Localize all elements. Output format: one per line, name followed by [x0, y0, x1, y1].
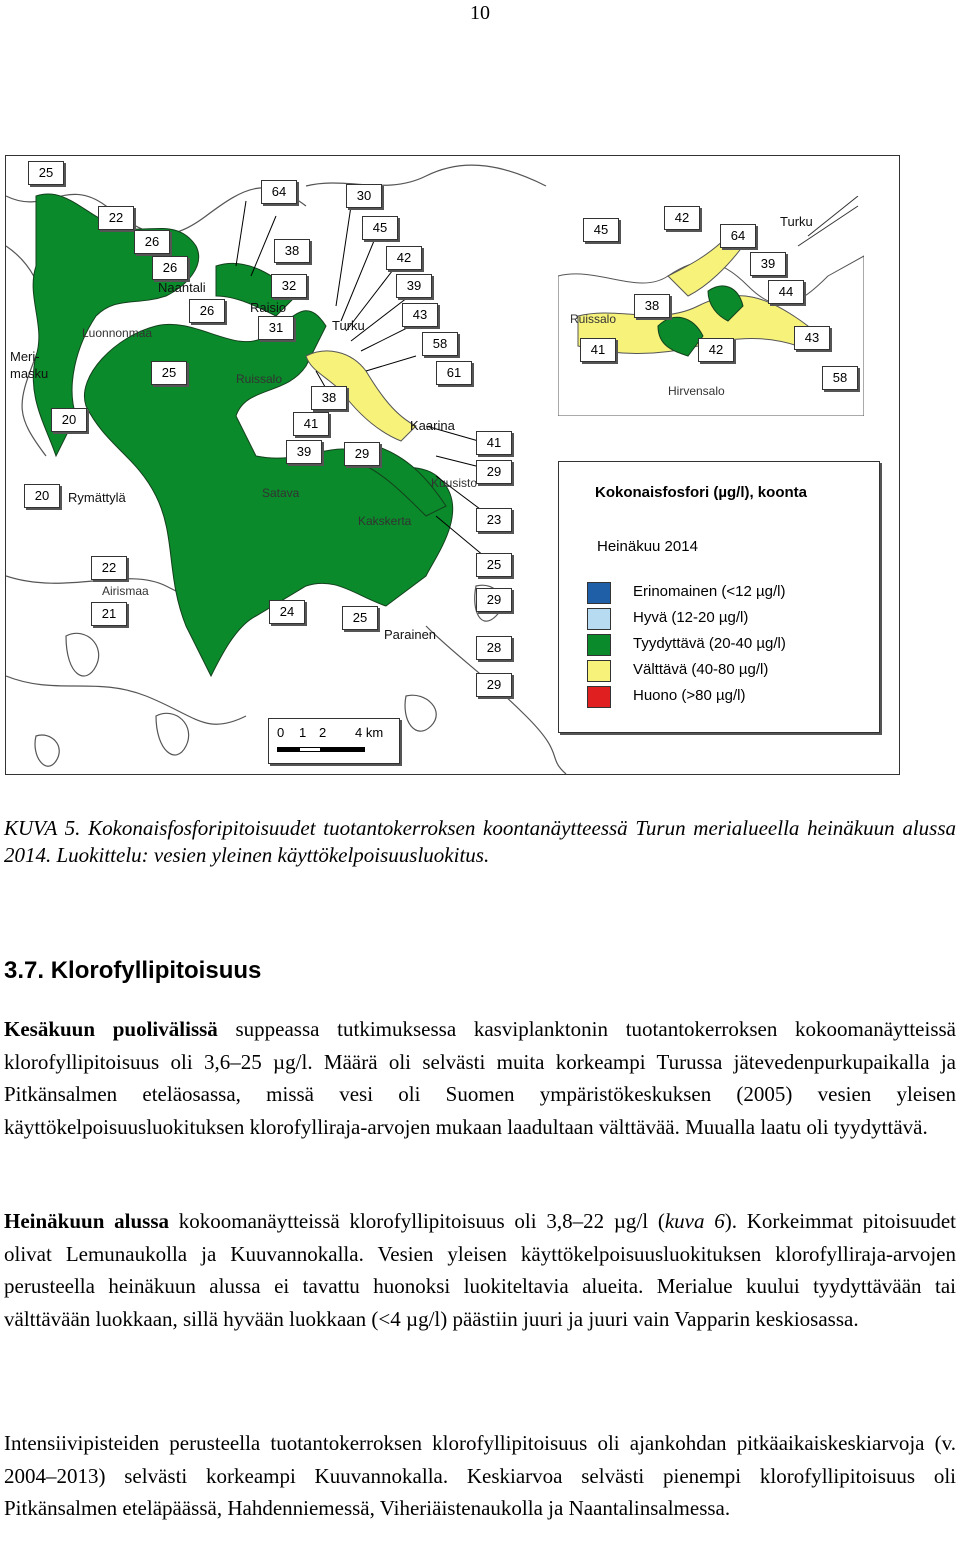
legend-label: Huono (>80 µg/l)	[633, 687, 746, 704]
legend-subtitle: Heinäkuu 2014	[597, 538, 698, 555]
place-turku: Turku	[332, 318, 365, 333]
inset-value: 58	[822, 366, 858, 390]
station-value: 21	[91, 602, 127, 626]
inset-value: 43	[794, 326, 830, 350]
station-value: 39	[286, 440, 322, 464]
station-value: 41	[476, 431, 512, 455]
inset-value: 42	[664, 206, 700, 230]
inset-value: 44	[768, 280, 804, 304]
station-value: 41	[293, 412, 329, 436]
station-value: 43	[402, 303, 438, 327]
place-naantali: Naantali	[158, 280, 206, 295]
scale-tick: 2	[319, 725, 327, 740]
station-value: 26	[189, 299, 225, 323]
legend-title: Kokonaisfosfori (µg/l), koonta	[595, 484, 807, 501]
legend-swatch	[587, 608, 611, 630]
inset-value: 41	[580, 338, 616, 362]
scale-tick: 1	[299, 725, 307, 740]
scale-segment	[299, 747, 321, 752]
legend-label: Hyvä (12-20 µg/l)	[633, 609, 749, 626]
section-heading: 3.7. Klorofyllipitoisuus	[4, 957, 262, 984]
legend-swatch	[587, 582, 611, 604]
station-value: 25	[342, 606, 378, 630]
place-airismaa: Airismaa	[102, 584, 149, 598]
station-value: 25	[28, 161, 64, 185]
station-value: 28	[476, 636, 512, 660]
inset-value: 64	[720, 224, 756, 248]
station-value: 30	[346, 184, 382, 208]
scale-end-label: 4 km	[355, 725, 384, 740]
station-value: 25	[476, 553, 512, 577]
paragraph-2-lead: Heinäkuun alussa	[4, 1209, 169, 1233]
place-rymattyla: Rymättylä	[68, 490, 126, 505]
legend-label: Erinomainen (<12 µg/l)	[633, 583, 786, 600]
paragraph-1-body: suppeassa tutkimuksessa kasviplanktonin tuotantokerroksen kokoomanäytteissä klorofyllipitoisuus oli 3,6–25 µg/l. Määrä oli selvästi muita korkeampi Turussa jätevedenpurkupaikalla ja Pitkänsalmen eteläosassa, missä vesi oli Suomen ympäristökeskuksen (2005) vesien yleisen käyttökelpoisuusluokituksen klorofylliraja-arvojen mukaan laadultaan välttävää. Muualla laatu oli tyydyttävä.	[4, 1017, 957, 1139]
station-value: 26	[152, 256, 188, 280]
inset-map	[558, 196, 864, 416]
inset-place-hirvensalo: Hirvensalo	[668, 384, 725, 398]
figure-reference: kuva 6	[664, 1209, 725, 1233]
scale-bar	[268, 718, 400, 764]
station-value: 22	[98, 206, 134, 230]
place-merimasku: Meri- masku	[10, 349, 49, 381]
place-luonnonmaa: Luonnonmaa	[82, 326, 153, 340]
station-value: 25	[151, 361, 187, 385]
legend-swatch	[587, 686, 611, 708]
station-value: 64	[261, 180, 297, 204]
inset-place-ruissalo: Ruissalo	[570, 312, 617, 326]
paragraph-2	[4, 1205, 956, 1335]
paragraph-2-body: kokoomanäytteissä klorofyllipitoisuus oli 3,8–22 µg/l (	[169, 1209, 665, 1233]
place-satava: Satava	[262, 486, 300, 500]
station-value: 31	[258, 316, 294, 340]
paragraph-1-lead: Kesäkuun puolivälissä	[4, 1017, 218, 1041]
place-parainen: Parainen	[384, 627, 437, 642]
station-value: 26	[134, 230, 170, 254]
legend-swatch	[587, 634, 611, 656]
station-value: 29	[476, 588, 512, 612]
legend	[558, 461, 880, 733]
inset-value: 39	[750, 252, 786, 276]
place-kakskerta: Kakskerta	[358, 514, 412, 528]
inset-value: 45	[583, 218, 619, 242]
station-value: 38	[274, 239, 310, 263]
scale-segment	[321, 747, 365, 752]
station-value: 24	[269, 600, 305, 624]
place-kaarina: Kaarina	[410, 418, 455, 433]
place-ruissalo: Ruissalo	[236, 372, 283, 386]
inset-value: 38	[634, 294, 670, 318]
page-number: 10	[470, 2, 490, 24]
station-value: 23	[476, 508, 512, 532]
place-raisio: Raisio	[250, 300, 287, 315]
paragraph-1	[4, 1013, 956, 1143]
legend-label: Välttävä (40-80 µg/l)	[633, 661, 769, 678]
station-value: 22	[91, 556, 127, 580]
station-value: 39	[396, 274, 432, 298]
station-value: 29	[344, 442, 380, 466]
inset-place-turku: Turku	[780, 214, 813, 229]
station-value: 61	[436, 361, 472, 385]
inset-value: 42	[698, 338, 734, 362]
station-value: 32	[271, 274, 307, 298]
station-value: 45	[362, 216, 398, 240]
station-value: 38	[311, 386, 347, 410]
station-value: 29	[476, 460, 512, 484]
place-kuusisto: Kuusisto	[431, 476, 478, 490]
scale-tick: 0	[277, 725, 285, 740]
station-value: 42	[386, 246, 422, 270]
figure-caption: KUVA 5. Kokonaisfosforipitoisuudet tuotantokerroksen koontanäytteessä Turun merialueella heinäkuun alussa 2014. Luokittelu: vesien yleinen käyttökelpoisuusluokitus.	[4, 816, 956, 867]
paragraph-2-tail: ). Korkeimmat pitoisuudet olivat Lemunaukolla ja Kuuvannokalla. Vesien yleisen käyttökelpoisuusluokituksen klorofylliraja-arvojen perusteella heinäkuun alussa ei tavattu huonoksi luokiteltavia alueita. Merialue kuului tyydyttävään tai välttävään luokkaan, sillä hyvään luokkaan (<4 µg/l) päästiin juuri ja juuri vain Vapparin keskiosassa.	[4, 1209, 956, 1331]
legend-label: Tyydyttävä (20-40 µg/l)	[633, 635, 786, 652]
station-value: 58	[422, 332, 458, 356]
scale-segment	[277, 747, 299, 752]
station-value: 29	[476, 673, 512, 697]
station-value: 20	[24, 484, 60, 508]
phosphorus-map	[5, 155, 900, 775]
station-value: 20	[51, 408, 87, 432]
legend-swatch	[587, 660, 611, 682]
paragraph-3: Intensiivipisteiden perusteella tuotantokerroksen klorofyllipitoisuus oli ajankohdan pitkäaikaiskeskiarvoja (v. 2004–2013) selvästi korkeampi Kuuvannokalla. Keskiarvoa selvästi pienempi klorofyllipitoisuus oli Pitkänsalmen eteläpäässä, Hahdenniemessä, Viheriäistenaukolla ja Naantalinsalmessa.	[4, 1431, 956, 1520]
